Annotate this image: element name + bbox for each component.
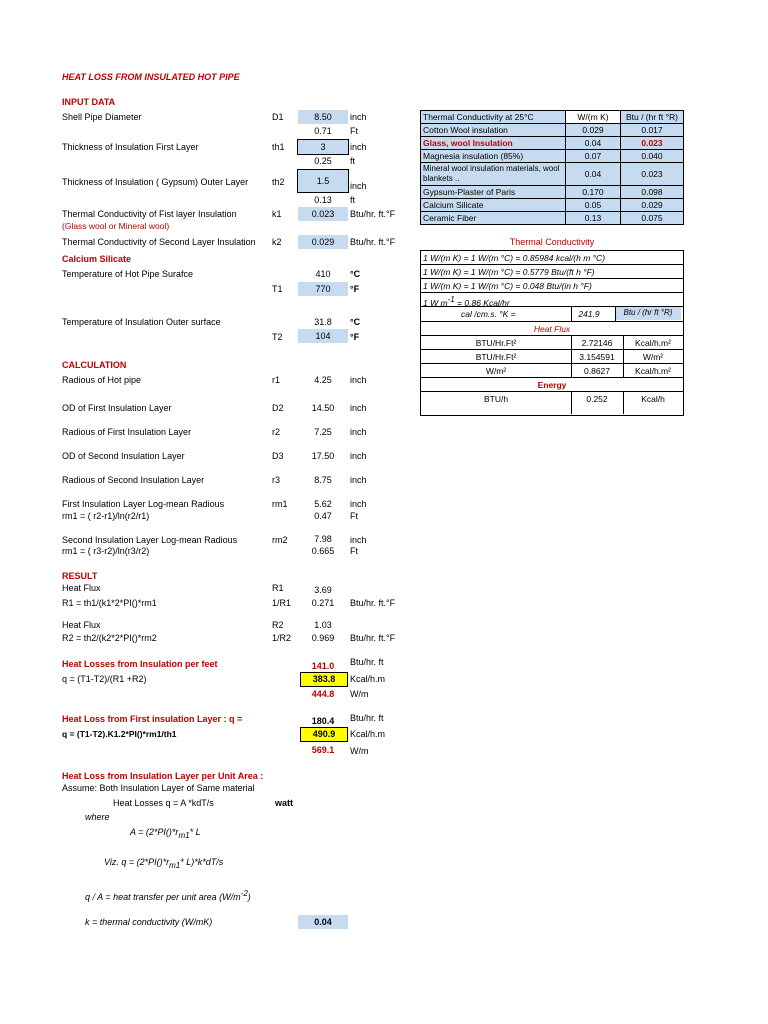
conv-row [421, 279, 683, 293]
tout-symbol: T2 [272, 332, 283, 342]
rm2-symbol: rm2 [272, 535, 288, 545]
flux-factor: 3.154591 [579, 352, 615, 362]
material-si: 0.07 [566, 150, 621, 163]
material-name: Magnesia insulation (85%) [421, 150, 566, 163]
conv-text: 1 W/(m K) = 1 W/(m °C) = 0.85984 kcal/(h m °C) [423, 253, 606, 263]
k2-value[interactable]: 0.029 [298, 235, 348, 249]
conv-row [421, 251, 683, 265]
conv-text: 1 W/(m K) = 1 W/(m °C) = 0.048 Btu/(in h °F) [423, 281, 592, 291]
th2-symbol: th2 [272, 177, 285, 187]
first-layer-loss-kcal-unit: Kcal/h.m [350, 729, 386, 739]
material-name: Calcium Silicate [421, 199, 566, 212]
first-layer-loss-formula: q = (T1-T2).K1.2*PI()*rm1/th1 [62, 729, 177, 739]
separator [615, 307, 616, 322]
r2-label: Radious of First Insulation Layer [62, 427, 192, 437]
shell-label: Shell Pipe Diameter [62, 112, 142, 122]
cal-row [421, 307, 683, 322]
rm1-unit: inch [350, 499, 367, 509]
material-name: Glass, wool Insulation [421, 137, 566, 150]
r3-value: 8.75 [314, 475, 332, 485]
assume-text: Assume: Both Insulation Layer of Same material [62, 783, 255, 793]
energy-factor: 0.252 [586, 394, 608, 404]
k1-sublabel: (Glass wool or Mineral wool) [62, 221, 170, 231]
r1-value: 4.25 [314, 375, 332, 385]
heat-loss-w: 444.8 [311, 689, 335, 699]
th1-symbol: th1 [272, 142, 285, 152]
material-imperial: 0.029 [621, 199, 684, 212]
first-layer-loss-w-unit: W/m [350, 746, 369, 756]
k1-unit: Btu/hr. ft.°F [350, 209, 396, 219]
energy-header-row [421, 378, 683, 392]
conv-row [421, 265, 683, 279]
heat-loss-kcal: 383.8 [300, 672, 348, 687]
r3-unit: inch [350, 475, 367, 485]
flux-from: BTU/Hr.Ft² [475, 352, 517, 362]
th1-unit-ft: ft [350, 156, 356, 166]
material-imperial: 0.023 [621, 163, 684, 186]
rm2-formula: rm1 = ( r3-r2)/ln(r3/r2) [62, 546, 150, 556]
table-row [421, 124, 684, 137]
material-si: 0.170 [566, 186, 621, 199]
input-data-header: INPUT DATA [62, 97, 116, 107]
material-name: Mineral wool insulation materials, wool blankets .. [421, 163, 566, 186]
th2-value-ft: 0.13 [314, 195, 332, 205]
hf1-formula: R1 = th1/(k1*2*PI()*rm1 [62, 598, 157, 608]
d3-symbol: D3 [272, 451, 284, 461]
hf2-symbol: R2 [272, 620, 284, 630]
q-per-area-text: q / A = heat transfer per unit area $(W/m^{-2})$ [85, 889, 251, 902]
r1-unit: inch [350, 375, 367, 385]
r1-label: Radious of Hot pipe [62, 375, 142, 385]
shell-unit: inch [350, 112, 367, 122]
hf2-label: Heat Flux [62, 620, 101, 630]
r2-symbol: r2 [272, 427, 281, 437]
heat-loss-btu-unit: Btu/hr. ft [350, 657, 384, 667]
cal-unit: Btu / (hr ft °R) [615, 307, 681, 320]
hf1-label: Heat Flux [62, 583, 101, 593]
first-layer-loss-w: 569.1 [311, 745, 335, 755]
thot-f-value[interactable]: 770 [298, 282, 348, 296]
material-si: 0.04 [566, 137, 621, 150]
tout-c-value: 31.8 [314, 317, 332, 327]
energy-header: Energy [537, 380, 567, 390]
thermal-conductivity-table [420, 110, 684, 225]
unit-area-header: Heat Loss from Insulation Layer per Unit Area : [62, 771, 264, 781]
thot-c-value: 410 [315, 269, 331, 279]
th1-value-ft: 0.25 [314, 156, 332, 166]
flux-row [421, 364, 683, 378]
th2-label: Thickness of Insulation ( Gypsum) Outer Layer [62, 177, 249, 187]
k-label: k = thermal conductivity (W/mK) [85, 917, 213, 927]
cal-label: cal /cm.s. °K = [461, 309, 516, 319]
rm1-value-ft: 0.47 [314, 511, 332, 521]
thot-f-unit: °F [350, 284, 360, 294]
table-row [421, 199, 684, 212]
shell-value[interactable]: 8.50 [298, 110, 348, 124]
r3-label: Radious of Second Insulation Layer [62, 475, 205, 485]
cal-value: 241.9 [578, 309, 600, 319]
th1-unit: inch [350, 142, 367, 152]
energy-row [421, 392, 683, 405]
table-row [421, 212, 684, 225]
flux-to: Kcal/h.m² [635, 338, 671, 348]
material-name: Cotton Wool insulation [421, 124, 566, 137]
d3-value: 17.50 [311, 451, 335, 461]
rm1-symbol: rm1 [272, 499, 288, 509]
first-layer-loss-btu: 180.4 [311, 716, 335, 726]
tout-label: Temperature of Insulation Outer surface [62, 317, 221, 327]
rm1-value: 5.62 [314, 499, 332, 509]
k1-label: Thermal Conductivity of Fist layer Insulation [62, 209, 237, 219]
th1-value[interactable]: 3 [297, 139, 349, 155]
material-imperial: 0.075 [621, 212, 684, 225]
material-si: 0.13 [566, 212, 621, 225]
table-row [421, 163, 684, 186]
calcium-note: Calcium Silicate [62, 254, 132, 264]
conv-text: 1 W $m^{-1} = 0.86$ Kcal/hr [423, 295, 510, 308]
first-layer-loss-label: Heat Loss from First insulation Layer : q = [62, 714, 243, 724]
tout-c-unit: °C [350, 317, 361, 327]
thermal-conductivity-heading: Thermal Conductivity [509, 237, 595, 247]
material-si: 0.04 [566, 163, 621, 186]
flux-to: Kcal/h.m² [635, 366, 671, 376]
shell-symbol: D1 [272, 112, 284, 122]
r1-symbol: r1 [272, 375, 281, 385]
hf1-value: 3.69 [314, 585, 332, 595]
calculation-header: CALCULATION [62, 360, 127, 370]
heat-loss-kcal-unit: Kcal/h.m [350, 674, 386, 684]
material-imperial: 0.017 [621, 124, 684, 137]
first-layer-loss-kcal: 490.9 [300, 727, 348, 742]
thot-label: Temperature of Hot Pipe Surafce [62, 269, 194, 279]
flux-from: W/m² [485, 366, 507, 376]
hf2-value: 1.03 [314, 620, 332, 630]
d2-value: 14.50 [311, 403, 335, 413]
shell-value-ft: 0.71 [314, 126, 332, 136]
flux-from: BTU/Hr.Ft² [475, 338, 517, 348]
table-header-material: Thermal Conductivity at 25°C [421, 111, 566, 124]
separator [623, 392, 624, 414]
k1-value[interactable]: 0.023 [298, 207, 348, 221]
th2-unit-ft: ft [350, 195, 356, 205]
k2-unit: Btu/hr. ft.°F [350, 237, 396, 247]
flux-factor: 2.72146 [581, 338, 613, 348]
rm2-label: Second Insulation Layer Log-mean Radious [62, 535, 238, 545]
table-row [421, 186, 684, 199]
d2-symbol: D2 [272, 403, 284, 413]
material-name: Ceramic Fiber [421, 212, 566, 225]
material-imperial: 0.040 [621, 150, 684, 163]
table-header-imperial: Btu / (hr ft °R) [621, 111, 684, 124]
r2-unit: inch [350, 427, 367, 437]
material-si: 0.05 [566, 199, 621, 212]
heat-flux-header-row [421, 322, 683, 336]
rm1-unit-ft: Ft [350, 511, 358, 521]
flux-factor: 0.8627 [584, 366, 610, 376]
area-formula: $A = (2*PI()*r_{m1}*$ L [130, 827, 201, 840]
flux-row [421, 350, 683, 364]
table-header-row [421, 111, 684, 124]
rm2-unit: inch [350, 535, 367, 545]
hf1-value-inv: 0.271 [311, 598, 335, 608]
material-imperial: 0.023 [621, 137, 684, 150]
hf2-value-inv: 0.969 [311, 633, 335, 643]
rm1-label: First Insulation Layer Log-mean Radious [62, 499, 225, 509]
hf2-symbol-inv: 1/R2 [272, 633, 292, 643]
result-header: RESULT [62, 571, 98, 581]
heat-loss-w-unit: W/m [350, 689, 369, 699]
hf2-unit: Btu/hr. ft.°F [350, 633, 396, 643]
hf1-symbol: R1 [272, 583, 284, 593]
d2-label: OD of First Insulation Layer [62, 403, 172, 413]
conv-text: 1 W/(m K) = 1 W/(m °C) = 0.5779 Btu/(ft h °F) [423, 267, 595, 277]
d3-label: OD of Second Insulation Layer [62, 451, 185, 461]
page-title: HEAT LOSS FROM INSULATED HOT PIPE [62, 72, 240, 82]
watt-label: watt [275, 798, 293, 808]
table-row [421, 150, 684, 163]
k2-label: Thermal Conductivity of Second Layer Insulation [62, 237, 256, 247]
k1-symbol: k1 [272, 209, 282, 219]
separator [623, 336, 624, 378]
flux-row [421, 336, 683, 350]
thot-symbol: T1 [272, 284, 283, 294]
conversion-box [420, 250, 684, 416]
k2-symbol: k2 [272, 237, 282, 247]
rm2-value-ft: 0.665 [311, 546, 335, 556]
hf1-unit: Btu/hr. ft.°F [350, 598, 396, 608]
tout-f-value[interactable]: 104 [298, 329, 348, 343]
where-text: where [85, 812, 110, 822]
material-name: Gypsum-Plaster of Paris [421, 186, 566, 199]
k-value[interactable]: 0.04 [298, 915, 348, 929]
separator [571, 307, 572, 322]
heat-flux-header: Heat Flux [533, 324, 571, 334]
conv-row [421, 293, 683, 307]
rm1-formula: rm1 = ( r2-r1)/ln(r2/r1) [62, 511, 150, 521]
viz-formula: Viz. $q = (2*PI()*r_{m1}*$ L)*k*dT/s [104, 857, 224, 870]
rm2-value: 7.98 [314, 534, 332, 544]
heat-losses-formula: Heat Losses q = A *kdT/s [113, 798, 214, 808]
table-header-si: W/(m K) [566, 111, 621, 124]
flux-to: W/m² [642, 352, 664, 362]
th2-unit: inch [350, 181, 367, 191]
material-imperial: 0.098 [621, 186, 684, 199]
energy-from: BTU/h [483, 394, 509, 404]
first-layer-loss-btu-unit: Btu/hr. ft [350, 713, 384, 723]
separator [571, 336, 572, 378]
th2-value[interactable]: 1.5 [297, 169, 349, 193]
shell-unit-ft: Ft [350, 126, 358, 136]
r3-symbol: r3 [272, 475, 281, 485]
th1-label: Thickness of Insulation First Layer [62, 142, 199, 152]
thot-c-unit: °C [350, 269, 361, 279]
heat-loss-per-feet-label: Heat Losses from Insulation per feet [62, 659, 218, 669]
rm2-unit-ft: Ft [350, 546, 358, 556]
d3-unit: inch [350, 451, 367, 461]
tout-f-unit: °F [350, 332, 360, 342]
d2-unit: inch [350, 403, 367, 413]
material-si: 0.029 [566, 124, 621, 137]
hf1-symbol-inv: 1/R1 [272, 598, 292, 608]
heat-loss-btu: 141.0 [311, 661, 335, 671]
hf2-formula: R2 = th2/(k2*2*PI()*rm2 [62, 633, 157, 643]
heat-loss-per-feet-formula: q = (T1-T2)/(R1 +R2) [62, 674, 147, 684]
energy-to: Kcal/h [641, 394, 665, 404]
r2-value: 7.25 [314, 427, 332, 437]
table-row [421, 137, 684, 150]
separator [571, 392, 572, 414]
